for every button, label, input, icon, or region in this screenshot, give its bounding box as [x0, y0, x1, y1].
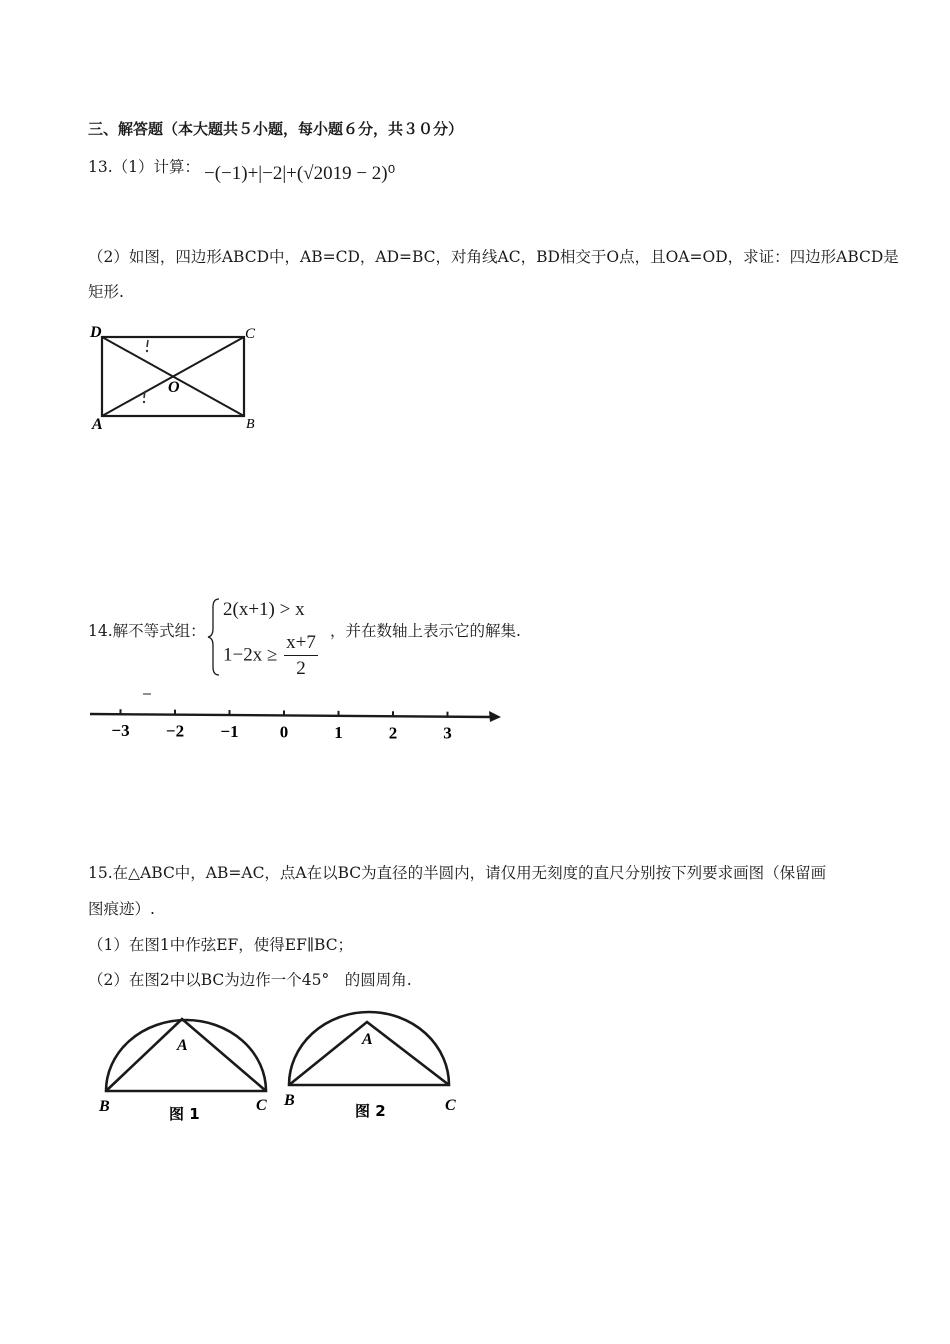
q14-suffix: ，并在数轴上表示它的解集. [330, 622, 521, 640]
q15-figures [90, 1008, 470, 1133]
figure-1 [98, 1019, 267, 1123]
number-line-tick-label: 0 [279, 722, 289, 742]
q13-part1-label: 13.（1）计算： [88, 158, 201, 176]
semicircle-1 [106, 1020, 266, 1091]
q15-line2: 图痕迹）. [88, 900, 155, 918]
fig1-caption: 图 1 [169, 1105, 200, 1123]
fraction-numerator: x+7 [284, 632, 318, 656]
fig1-label-b: B [99, 1098, 110, 1115]
inequality-2-left: 1−2x ≥ [223, 644, 278, 666]
number-line-arrow-icon [489, 711, 501, 722]
q15-part2: （2）在图2中以BC为边作一个45° 的圆周角. [88, 971, 412, 989]
system-brace [207, 597, 221, 677]
fig1-label-a: A [177, 1037, 188, 1054]
fig2-label-b: B [284, 1092, 295, 1109]
q13-part2-text: （2）如图，四边形ABCD中，AB=CD，AD=BC，对角线AC，BD相交于O点，且OA=OD，求证：四边形ABCD是 [88, 248, 899, 266]
figure-2 [283, 1012, 456, 1120]
fraction-denominator: 2 [296, 658, 306, 679]
q15-part1: （1）在图1中作弦EF，使得EF∥BC； [88, 936, 354, 954]
label-a: A [92, 416, 103, 433]
mark-dot [143, 401, 145, 403]
number-line-axis [90, 714, 493, 717]
label-c: C [245, 326, 256, 342]
q13-rectangle-figure [86, 318, 266, 433]
label-o: O [168, 379, 180, 396]
fig1-label-c: C [256, 1097, 267, 1114]
tick-mark-od [147, 340, 148, 347]
q13-part1-expression [204, 162, 395, 185]
fig2-label-c: C [445, 1097, 456, 1114]
label-b: B [246, 417, 255, 432]
number-line-tick-label: −3 [111, 721, 130, 741]
number-line [85, 690, 510, 750]
inequality-1: 2(x+1) > x [223, 599, 305, 620]
q13-expression-text: −(−1)+|−2|+(√2019 − 2)⁰ [204, 163, 396, 184]
number-line-tick-label: 2 [388, 723, 398, 743]
number-line-tick-label: −2 [165, 721, 185, 741]
q14-label: 14.解不等式组： [88, 622, 206, 640]
tick-mark-oa [144, 391, 145, 398]
q13-part2-text-cont: 矩形. [88, 283, 124, 301]
fig2-caption: 图 2 [355, 1102, 386, 1120]
inequality-2 [223, 632, 318, 680]
triangle-1 [106, 1019, 266, 1091]
fig2-label-a: A [362, 1031, 373, 1048]
inequality-2-fraction [284, 632, 318, 680]
label-d: D [90, 324, 102, 341]
q15-line1: 15.在△ABC中，AB=AC，点A在以BC为直径的半圆内，请仅用无刻度的直尺分别按下列要求画图（保留画 [88, 864, 827, 882]
number-line-tick-label: 1 [334, 722, 343, 742]
section-header: 三、解答题（本大题共５小题，每小题６分，共３０分） [88, 120, 464, 138]
number-line-tick-label: 3 [443, 723, 452, 743]
number-line-tick-label: −1 [220, 722, 239, 742]
mark-dot [146, 350, 148, 352]
